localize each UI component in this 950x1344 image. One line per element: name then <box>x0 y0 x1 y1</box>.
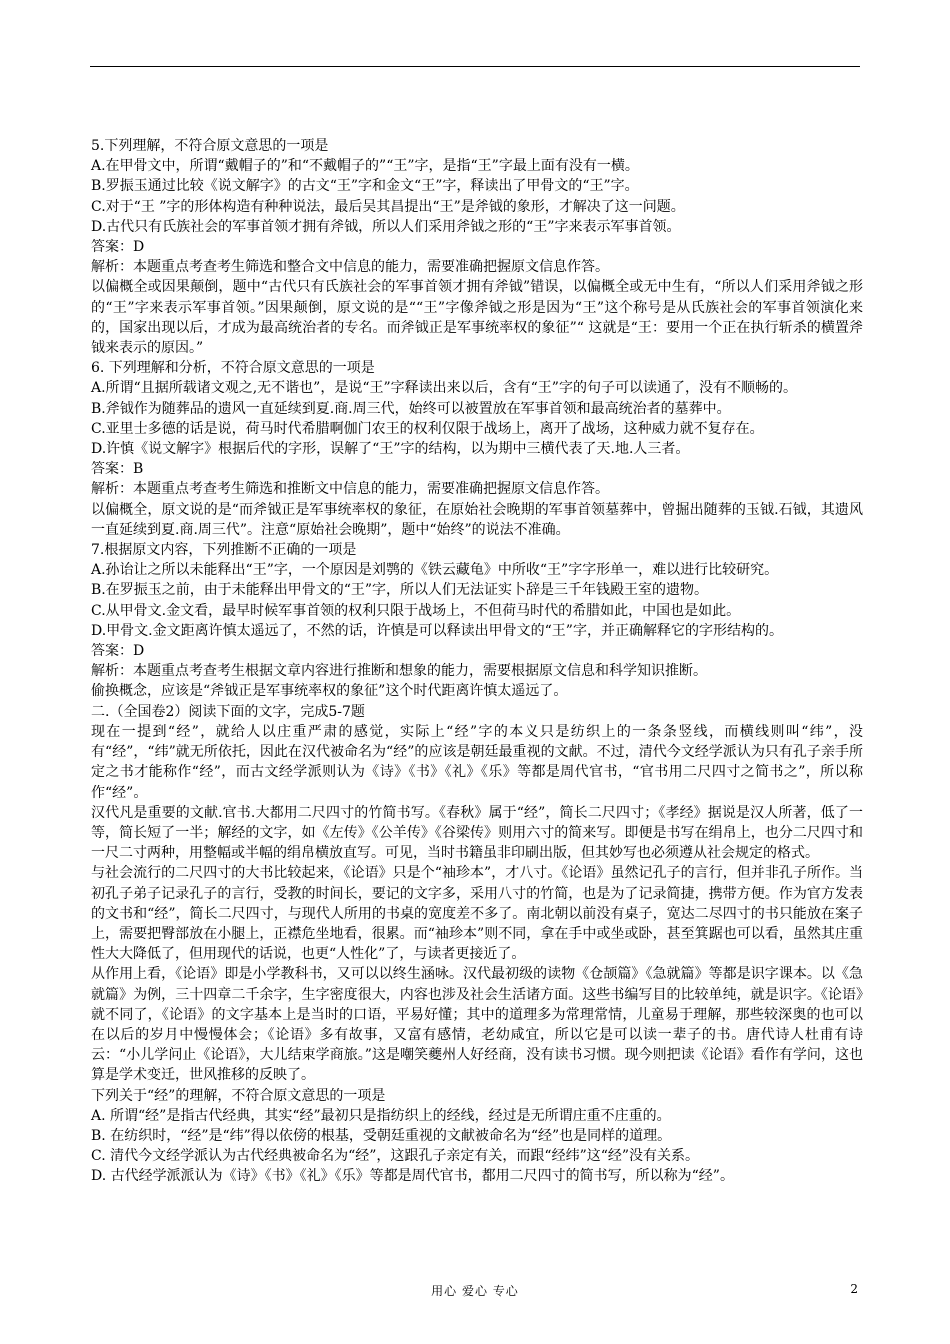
document-body <box>91 136 863 1187</box>
paragraph: B.在罗振玉之前，由于未能释出甲骨文的“王”字，所以人们无法证实卜辞是三千年钱殿王室的遗物。 <box>91 582 709 599</box>
paragraph: B.罗振玉通过比较《说文解字》的古文“王”字和金文“王”字，释读出了甲骨文的“王”字。 <box>91 178 639 195</box>
paragraph: 以偏概全，原文说的是“而斧钺正是军事统率权的象征，在原始社会晚期的军事首领墓葬中，曾掘出随葬的玉钺.石钺，其遗风一直延续到夏.商.周三代”。注意“原始社会晚期”，题中“始终”的说法不准确。 <box>91 501 863 538</box>
paragraph: 现在一提到“经”，就给人以庄重严肃的感觉，实际上“经”字的本义只是纺织上的一条条竖线，而横线则叫“纬”，没有“经”，“纬”就无所依托，因此在汉代被命名为“经”的应该是朝廷最重视的文献。不过，清代今文经学派认为只有孔子亲手所定之书才能称作“经”，而古文经学派则认为《诗》《书》《礼》《乐》等都是周代官书，“官书用二尺四寸之简书之”，所以称作“经”。 <box>91 723 863 801</box>
paragraph: B.斧钺作为随葬品的遗风一直延续到夏.商.周三代，始终可以被置放在军事首领和最高统治者的墓葬中。 <box>91 400 731 417</box>
paragraph: C.对于“王 ”字的形体构造有种种说法，最后吴其昌提出“王”是斧钺的象形，才解决了这一问题。 <box>91 198 685 215</box>
paragraph: 汉代凡是重要的文献.官书.大都用二尺四寸的竹简书写。《春秋》属于“经”，简长二尺四寸；《孝经》据说是汉人所著，低了一等，简长短了一半；解经的文字，如《左传》《公羊传》《谷梁传》则用六寸的简来写。即便是书写在绢帛上，也分二尺四寸和一尺二寸两种，用整幅或半幅的绢帛横放直写。可见，当时书籍虽非印刷出版，但其妙写也必须遵从社会规定的格式。 <box>91 804 863 862</box>
footer-motto: 用心 爱心 专心 <box>431 1284 519 1298</box>
paragraph: 答案：B <box>91 461 144 478</box>
paragraph: C.从甲骨文.金文看，最早时候军事首领的权利只限于战场上，不但荷马时代的希腊如此，中国也是如此。 <box>91 602 741 619</box>
paragraph: 答案：D <box>91 643 145 660</box>
paragraph: A.在甲骨文中，所谓“戴帽子的”和“不戴帽子的”“王”字，是指“王”字最上面有没有一横。 <box>91 158 639 175</box>
paragraph: B. 在纺织时，“经”是“纬”得以依傍的根基，受朝廷重视的文献被命名为“经”也是同样的道理。 <box>91 1127 672 1144</box>
paragraph: 5.下列理解，不符合原文意思的一项是 <box>91 138 329 154</box>
paragraph: C. 清代今文经学派认为古代经典被命名为“经”，这跟孔子亲定有关，而跟“经纬”这“经”没有关系。 <box>91 1148 700 1165</box>
paragraph: D.甲骨文.金文距离许慎太遥远了，不然的话，许慎是可以释读出甲骨文的“王”字，并正确解释它的字形结构的。 <box>91 622 783 639</box>
paragraph: 下列关于“经”的理解，不符合原文意思的一项是 <box>91 1087 386 1104</box>
paragraph: A.所谓“且据所载诸文观之,无不谐也”，是说“王”字释读出来以后，含有“王”字的句子可以读通了，没有不顺畅的。 <box>91 380 797 397</box>
paragraph: 以偏概全或因果颠倒，题中“古代只有氏族社会的军事首领才拥有斧钺”错误，以偏概全或无中生有，“所以人们采用斧钺之形的“王”字来表示军事首领。”因果颠倒，原文说的是““王”字像斧钺之形是因为“王”这个称号是从氏族社会的军事首领演化来的，国家出现以后，才成为最高统治者的专名。而斧钺正是军事统率权的象征”“ 这就是“王：要用一个正在执行斩杀的横置斧钺来表示的原因。” <box>91 279 863 357</box>
paragraph: 解析：本题重点考查考生根据文章内容进行推断和想象的能力，需要根据原文信息和科学知识推断。 <box>91 663 707 680</box>
paragraph: 解析：本题重点考查考生筛选和整合文中信息的能力，需要准确把握原文信息作答。 <box>91 259 609 276</box>
paragraph: 答案：D <box>91 239 145 256</box>
paragraph: 解析：本题重点考查考生筛选和推断文中信息的能力，需要准确把握原文信息作答。 <box>91 481 609 498</box>
paragraph: C.亚里士多德的话是说，荷马时代希腊啊伽门农王的权利仅限于战场上，离开了战场，这种威力就不复存在。 <box>91 420 764 437</box>
paragraph: 二.（全国卷2）阅读下面的文字，完成5-7题 <box>91 703 365 720</box>
paragraph: 与社会流行的二尺四寸的大书比较起来，《论语》只是个“袖珍本”，才八寸。《论语》虽然记孔子的言行，但并非孔子所作。当初孔子弟子记录孔子的言行，受教的时间长，要记的文字多，采用八寸的竹简，也是为了记录简捷，携带方便。作为官方发表的文书和“经”，简长二尺四寸，与现代人所用的书桌的宽度差不多了。南北朝以前没有桌子，宽达二尽四寸的书只能放在案子上，需要把臀部放在小腿上，正襟危坐地看，很累。而“袖珍本”则不同，拿在手中或坐或卧，甚至箕踞也可以看，虽然其庄重性大大降低了，但用现代的话说，也更“人性化”了，与读者更接近了。 <box>91 865 863 963</box>
paragraph: 6. 下列理解和分析，不符合原文意思的一项是 <box>91 360 375 377</box>
paragraph: 偷换概念，应该是“斧钺正是军事统率权的象征”这个时代距离许慎太遥远了。 <box>91 683 568 700</box>
paragraph: 7.根据原文内容，下列推断不正确的一项是 <box>91 542 357 559</box>
header-rule <box>90 66 860 67</box>
paragraph: 从作用上看，《论语》即是小学教科书，又可以以终生涵咏。汉代最初级的读物《仓颉篇》《急就篇》等都是识字课本。以《急就篇》为例，三十四章二千余字，生字密度很大，内容也涉及社会生活诸方面。这些书编写目的比较单纯，就是识字。《论语》就不同了，《论语》的文字基本上是当时的口语，平易好懂；其中的道理多为常理常情，儿童易于理解，那些较深奥的也可以在以后的岁月中慢慢体会；《论语》多有故事，又富有感情，老幼咸宜，所以它是可以读一辈子的书。唐代诗人杜甫有诗云：“小儿学问止《论语》，大儿结束学商旅。”这是嘲笑夔州人好经商，没有读书习惯。现今则把读《论语》看作有学问，这也算是学术变迁，世风推移的反映了。 <box>91 966 863 1084</box>
paragraph: D. 古代经学派派认为《诗》《书》《礼》《乐》等都是周代官书，都用二尺四寸的简书写，所以称为“经”。 <box>91 1168 734 1185</box>
page-footer <box>0 1282 950 1302</box>
page-number: 2 <box>850 1282 858 1296</box>
paragraph: D.许慎《说文解字》根据后代的字形，误解了“王”字的结构，以为期中三横代表了天.地.人三者。 <box>91 441 690 458</box>
paragraph: A. 所谓“经”是指古代经典，其实“经”最初只是指纺织上的经线，经过是无所谓庄重不庄重的。 <box>91 1107 671 1124</box>
paragraph: A.孙诒让之所以未能释出“王”字，一个原因是刘鹗的《铁云藏龟》中所收“王”字字形单一，难以进行比较研究。 <box>91 562 779 579</box>
paragraph: D.古代只有氏族社会的军事首领才拥有斧钺，所以人们采用斧钺之形的“王”字来表示军事首领。 <box>91 218 681 235</box>
